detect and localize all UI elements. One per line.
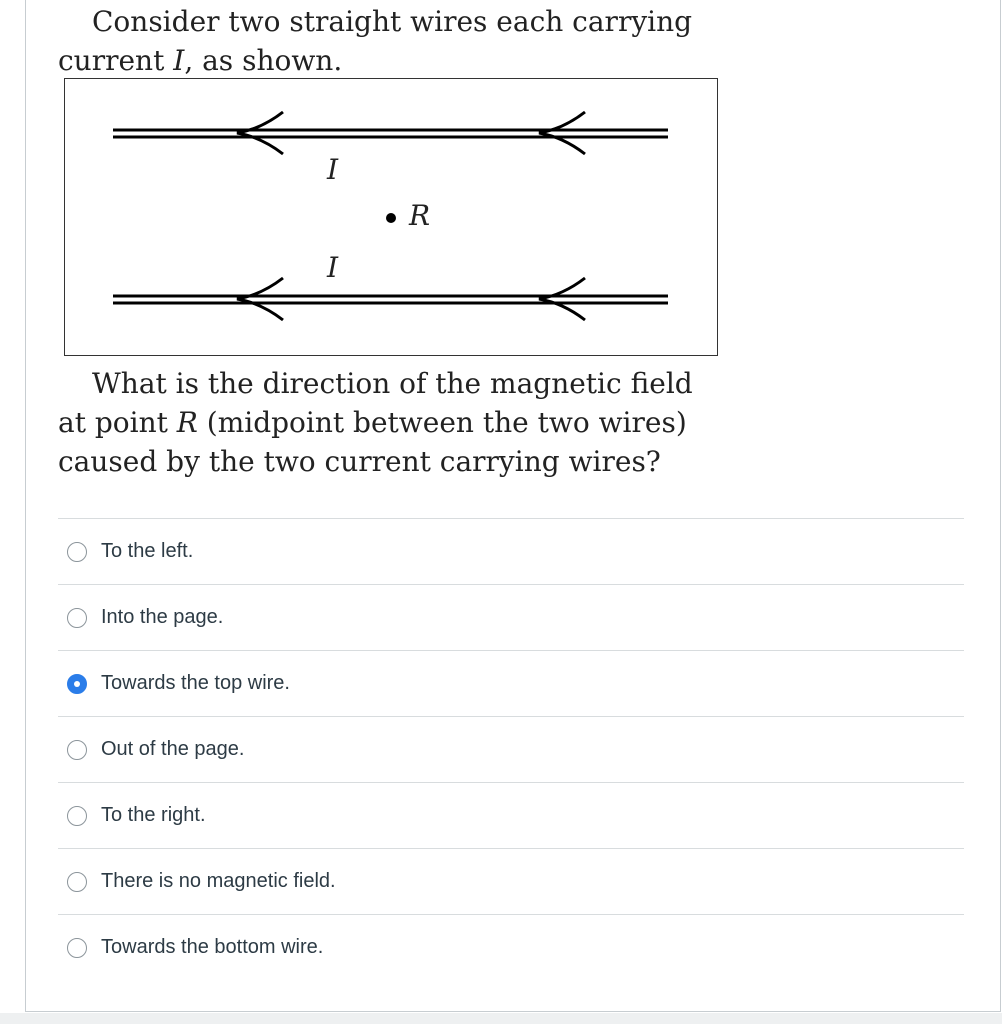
answer-option[interactable] xyxy=(58,717,964,783)
answer-label: Into the page. xyxy=(101,606,224,628)
answer-option[interactable] xyxy=(58,915,964,980)
wires-diagram xyxy=(65,79,719,357)
top-wire-right-arrow-icon xyxy=(539,112,585,154)
page-bottom-strip xyxy=(0,1013,1002,1024)
prompt-line-1: What is the direction of the magnetic field xyxy=(92,367,693,400)
bottom-wire-left-arrow-icon xyxy=(237,278,283,320)
prompt-line-3: caused by the two current carrying wires? xyxy=(58,445,661,478)
top-current-label: I xyxy=(327,153,339,186)
intro-current-variable: I xyxy=(173,44,185,77)
answer-option[interactable] xyxy=(58,783,964,849)
prompt-point-variable: R xyxy=(176,406,198,439)
intro-line-2 xyxy=(58,41,738,80)
bottom-wire-right-arrow-icon xyxy=(539,278,585,320)
question-intro xyxy=(58,2,738,80)
answer-option[interactable] xyxy=(58,849,964,915)
answer-option[interactable] xyxy=(58,519,964,585)
point-r-label: R xyxy=(409,199,431,232)
prompt-text-pre: at point xyxy=(58,406,177,439)
answer-option[interactable] xyxy=(58,585,964,651)
bottom-current-label: I xyxy=(327,251,339,284)
intro-line-1: Consider two straight wires each carrying xyxy=(92,5,693,38)
radio-button[interactable] xyxy=(67,806,87,826)
radio-button-selected[interactable] xyxy=(67,674,87,694)
top-wire-left-arrow-icon xyxy=(237,112,283,154)
answer-label: To the left. xyxy=(101,540,194,562)
question-prompt xyxy=(58,364,738,481)
answer-label: Out of the page. xyxy=(101,738,245,760)
radio-button[interactable] xyxy=(67,872,87,892)
bottom-wire xyxy=(113,278,668,320)
radio-button[interactable] xyxy=(67,740,87,760)
prompt-line-2 xyxy=(58,403,738,442)
answer-option-selected[interactable] xyxy=(58,651,964,717)
radio-button[interactable] xyxy=(67,608,87,628)
radio-button[interactable] xyxy=(67,542,87,562)
answer-list xyxy=(58,518,964,980)
intro-text-pre: current xyxy=(58,44,174,77)
answer-label: There is no magnetic field. xyxy=(101,870,336,892)
answer-label: To the right. xyxy=(101,804,206,826)
intro-text-post: , as shown. xyxy=(184,44,343,77)
wires-figure xyxy=(64,78,718,356)
top-wire xyxy=(113,112,668,154)
point-r-dot xyxy=(386,213,396,223)
answer-label: Towards the top wire. xyxy=(101,672,290,694)
answer-label: Towards the bottom wire. xyxy=(101,936,324,958)
prompt-text-post: (midpoint between the two wires) xyxy=(197,406,687,439)
radio-button[interactable] xyxy=(67,938,87,958)
